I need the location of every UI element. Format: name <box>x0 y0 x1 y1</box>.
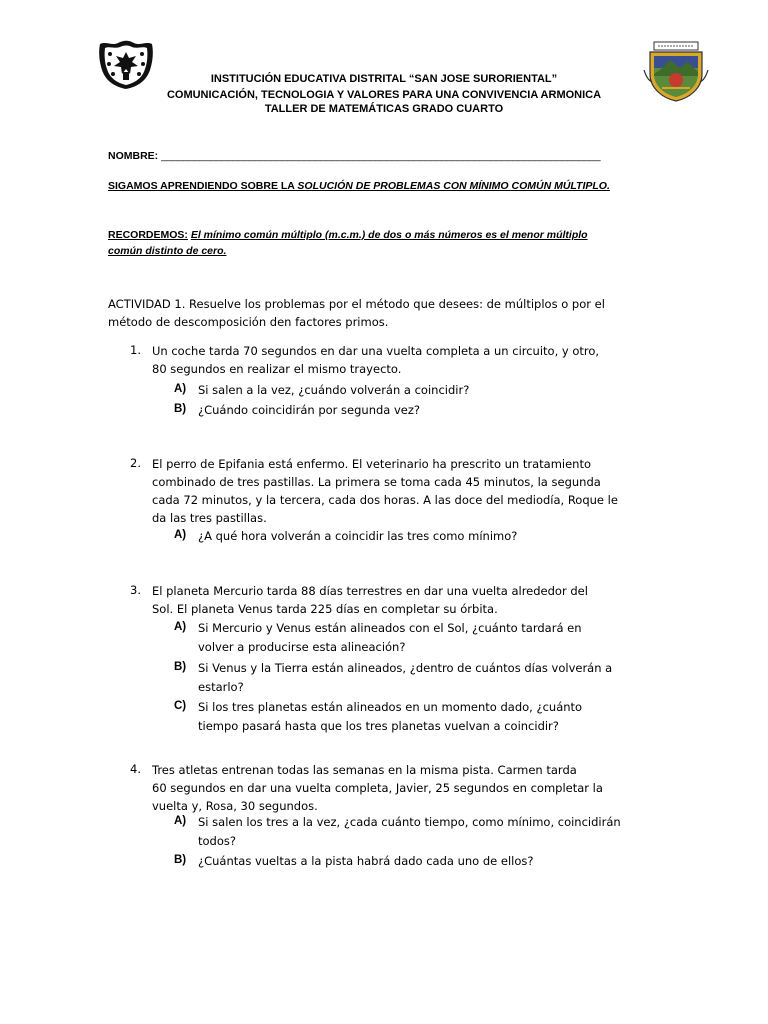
intro-topic: SOLUCIÓN DE PROBLEMAS CON MÍNIMO COMÚN MÚLTIPLO. <box>297 180 610 192</box>
problem-4-line-1: Tres atletas entrenan todas las semanas en la misma pista. Carmen tarda <box>152 763 577 777</box>
problem-2-question-a: ¿A qué hora volverán a coincidir las tres como mínimo? <box>198 529 518 543</box>
problem-1-number: 1. <box>130 343 141 357</box>
recall-text-1: El mínimo común múltiplo (m.c.m.) de dos o más números es el menor múltiplo <box>190 229 588 241</box>
name-label: NOMBRE: <box>108 150 159 162</box>
problem-3-question-c-line-2: tiempo pasará hasta que los tres planetas vuelvan a coincidir? <box>198 719 559 733</box>
problem-4-question-b-label: B) <box>174 854 187 866</box>
problem-3-question-c <box>198 698 582 736</box>
problem-1-question-b-label: B) <box>174 403 187 415</box>
activity-instruction <box>108 295 708 331</box>
problem-1-question-a: Si salen a la vez, ¿cuándo volverán a coincidir? <box>198 383 470 397</box>
problem-4-question-a-line-1: Si salen los tres a la vez, ¿cada cuánto tiempo, como mínimo, coincidirán <box>198 815 621 829</box>
name-field-row <box>108 150 600 162</box>
problem-4-question-a-label: A) <box>174 815 187 827</box>
problem-2-line-2: combinado de tres pastillas. La primera se toma cada 45 minutos, la segunda <box>152 475 601 489</box>
problem-2-question-a-label: A) <box>174 529 187 541</box>
problem-4-number: 4. <box>130 762 141 776</box>
worksheet-title: TALLER DE MATEMÁTICAS GRADO CUARTO <box>264 103 504 115</box>
problem-3-question-b-label: B) <box>174 661 187 673</box>
problem-3-question-a <box>198 619 582 657</box>
recall-definition-line1 <box>108 229 588 241</box>
problem-3-question-c-line-1: Si los tres planetas están alineados en un momento dado, ¿cuánto <box>198 700 583 714</box>
name-blank-line: ________________________________________________________________________________ <box>161 150 601 162</box>
problem-3-line-2: Sol. El planeta Venus tarda 225 días en completar su órbita. <box>152 602 498 616</box>
problem-3-question-b-line-1: Si Venus y la Tierra están alineados, ¿dentro de cuántos días volverán a <box>198 661 613 675</box>
problem-2-line-1: El perro de Epifania está enfermo. El veterinario ha prescrito un tratamiento <box>152 457 592 471</box>
problem-3-question-a-line-2: volver a producirse esta alineación? <box>198 640 406 654</box>
intro-line <box>108 180 610 192</box>
problem-4-line-2: 60 segundos en dar una vuelta completa, Javier, 25 segundos en completar la <box>152 781 603 795</box>
problem-3-question-b <box>198 659 612 697</box>
problem-3-number: 3. <box>130 583 141 597</box>
problem-4-question-a-line-2: todos? <box>198 834 236 848</box>
problem-2-number: 2. <box>130 456 141 470</box>
school-motto-heading: COMUNICACIÓN, TECNOLOGIA Y VALORES PARA UNA CONVIVENCIA ARMONICA <box>166 89 602 101</box>
activity-line-1: ACTIVIDAD 1. Resuelve los problemas por el método que desees: de múltiplos o por el <box>108 297 605 311</box>
recall-label: RECORDEMOS: <box>108 229 188 241</box>
problem-2-line-3: cada 72 minutos, y la tercera, cada dos horas. A las doce del mediodía, Roque le <box>152 493 618 507</box>
intro-prefix: SIGAMOS APRENDIENDO SOBRE LA <box>108 180 298 192</box>
problem-3-question-c-label: C) <box>174 700 187 712</box>
problem-4-question-a <box>198 813 621 851</box>
problem-1-question-b: ¿Cuándo coincidirán por segunda vez? <box>198 403 421 417</box>
problem-4-question-b: ¿Cuántas vueltas a la pista habrá dado cada uno de ellos? <box>198 854 534 868</box>
problem-1-line-1: Un coche tarda 70 segundos en dar una vuelta completa a un circuito, y otro, <box>152 344 600 358</box>
problem-2-statement <box>152 455 618 527</box>
problem-3-question-a-line-1: Si Mercurio y Venus están alineados con el Sol, ¿cuánto tardará en <box>198 621 582 635</box>
school-name-heading: INSTITUCIÓN EDUCATIVA DISTRITAL “SAN JOSE SURORIENTAL” <box>210 73 558 85</box>
problem-3-question-a-label: A) <box>174 621 187 633</box>
problem-1-line-2: 80 segundos en realizar el mismo trayecto. <box>152 362 402 376</box>
problem-3-line-1: El planeta Mercurio tarda 88 días terrestres en dar una vuelta alrededor del <box>152 584 588 598</box>
activity-line-2: método de descomposición den factores primos. <box>108 315 389 329</box>
problem-3-question-b-line-2: estarlo? <box>198 680 244 694</box>
problem-2-line-4: da las tres pastillas. <box>152 511 267 525</box>
problem-1-question-a-label: A) <box>174 383 187 395</box>
problem-4-line-3: vuelta y, Rosa, 30 segundos. <box>152 799 318 813</box>
recall-text-2: común distinto de cero. <box>108 245 227 257</box>
problem-3-statement <box>152 582 588 618</box>
problem-1-statement <box>152 342 599 378</box>
problem-4-statement <box>152 761 603 815</box>
